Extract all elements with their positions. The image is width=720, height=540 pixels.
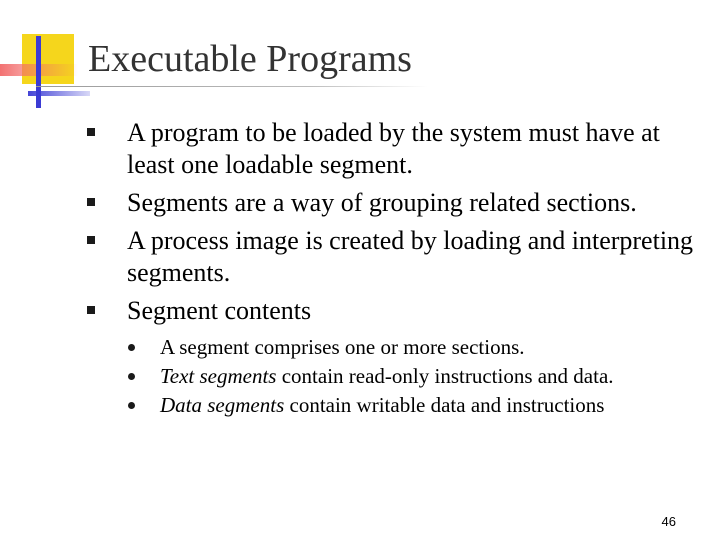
bullet-text: Segments are a way of grouping related sections. <box>127 188 637 217</box>
sub-bullet-text: A segment comprises one or more sections. <box>160 335 525 359</box>
sub-list-item <box>0 333 715 362</box>
page-number: 46 <box>661 514 676 529</box>
bullet-text: A process image is created by loading and interpreting segments. <box>127 226 694 287</box>
list-item <box>0 295 697 327</box>
corner-logo-icon <box>0 0 90 110</box>
list-item <box>0 225 697 289</box>
square-bullet-icon <box>87 198 95 206</box>
list-item <box>0 187 697 219</box>
sub-bullet-text: contain writable data and instructions <box>284 393 605 417</box>
round-bullet-icon <box>128 373 135 380</box>
slide-title: Executable Programs <box>88 38 412 80</box>
bullet-list <box>0 117 720 420</box>
sub-bullet-italic: Data segments <box>160 393 285 417</box>
list-item <box>0 117 697 181</box>
sub-bullet-text: contain read-only instructions and data. <box>276 364 614 388</box>
round-bullet-icon <box>128 344 135 351</box>
bullet-text: Segment contents <box>127 296 312 325</box>
sub-list-item <box>0 391 715 420</box>
sub-bullet-italic: Text segments <box>160 364 277 388</box>
sub-list-item <box>0 362 715 391</box>
square-bullet-icon <box>87 128 95 136</box>
square-bullet-icon <box>87 306 95 314</box>
bullet-text: A program to be loaded by the system must have at least one loadable segment. <box>127 118 660 179</box>
round-bullet-icon <box>128 402 135 409</box>
sub-bullet-list <box>0 333 720 420</box>
square-bullet-icon <box>87 236 95 244</box>
sub-list-container <box>0 333 720 420</box>
title-divider <box>36 86 428 87</box>
